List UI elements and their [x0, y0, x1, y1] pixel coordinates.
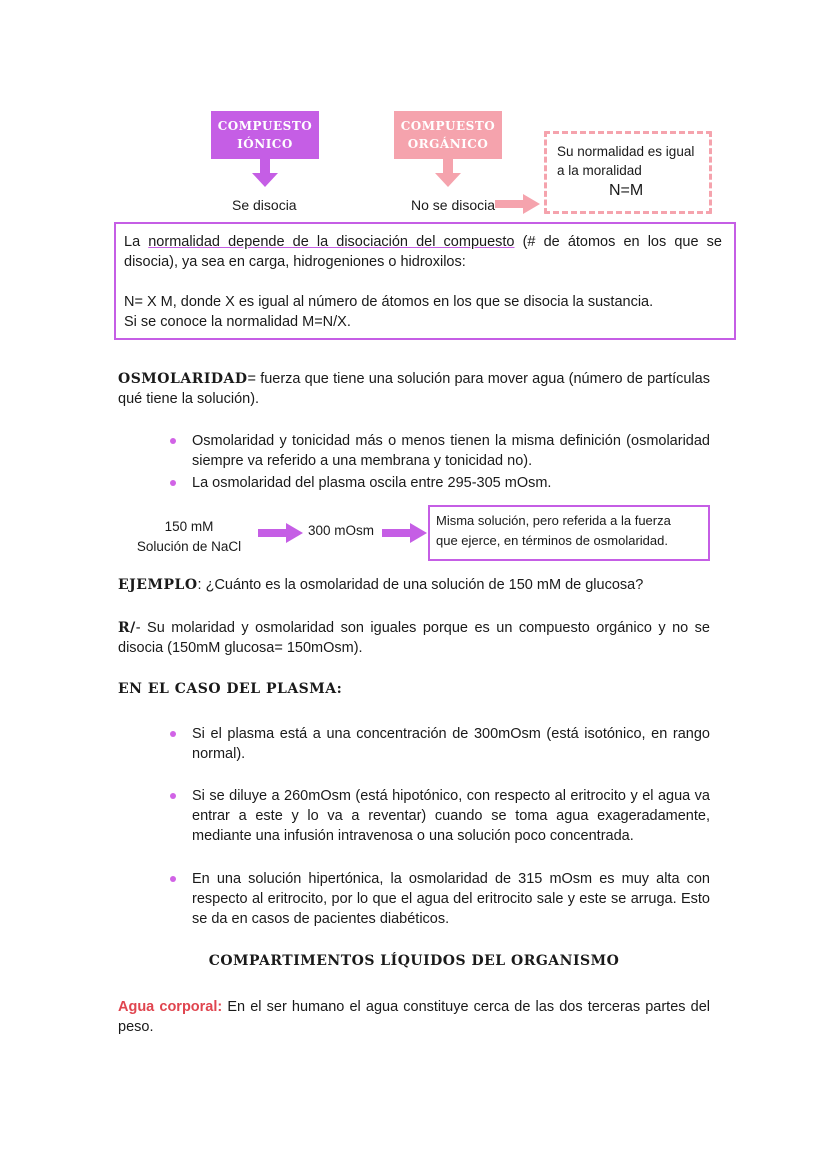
ionic-compound-box: [211, 111, 319, 159]
ionic-compound-label: COMPUESTO IÓNICO: [217, 119, 313, 151]
normality-inverse-line: Si se conoce la normalidad M=N/X.: [124, 314, 351, 330]
normality-underlined: normalidad depende de la disociación del compuesto: [148, 234, 515, 250]
bullet-dot: [170, 793, 176, 799]
flow-middle: 300 mOsm: [308, 523, 375, 538]
organic-caption: No se disocia: [411, 197, 496, 213]
bullet-dot: [170, 480, 176, 486]
organic-right-arrow: [495, 193, 541, 215]
normality-formula-line: N= X M, donde X es igual al número de átomos en los que se disocia la sustancia.: [124, 294, 654, 310]
note-line-2: a la moralidad: [557, 163, 642, 178]
compartimentos-heading: COMPARTIMENTOS LÍQUIDOS DEL ORGANISMO: [208, 953, 620, 969]
ionic-down-arrow: [250, 159, 280, 189]
plasma-bullet-1: Si el plasma está a una concentración de 300mOsm (está isotónico, en rango normal).: [192, 724, 710, 764]
normality-note-box: [544, 131, 712, 214]
ionic-caption: Se disocia: [232, 197, 297, 213]
osmolaridad-definition: OSMOLARIDAD= fuerza que tiene una solución para mover agua (número de partículas qué tiene la solución).: [118, 371, 710, 407]
agua-corporal-paragraph: Agua corporal: En el ser humano el agua constituye cerca de las dos terceras partes del peso.: [118, 999, 710, 1035]
agua-corporal-label: Agua corporal:: [118, 999, 223, 1015]
example-answer: R/- Su molaridad y osmolaridad son iguales porque es un compuesto orgánico y no se disocia (150mM glucosa= 150mOsm).: [118, 620, 710, 656]
bullet-dot: [170, 876, 176, 882]
flow-start: 150 mM Solución de NaCl: [136, 519, 242, 554]
bullet-dot: [170, 438, 176, 444]
osmolaridad-bullet-2: La osmolaridad del plasma oscila entre 295-305 mOsm.: [192, 473, 710, 493]
example-label: EJEMPLO: [118, 577, 198, 593]
normality-intro: La normalidad depende de la disociación del compuesto (# de átomos en los que se disocia), ya sea en carga, hidrogeniones o hidroxilos:: [124, 234, 722, 270]
plasma-bullet-3: En una solución hipertónica, la osmolaridad de 315 mOsm es muy alta con respecto al eritrocito, por lo que el agua del eritrocito sale y este se arruga. Esto se da en casos de pacientes diabéticos.: [192, 869, 710, 929]
answer-label: R/: [118, 620, 136, 636]
note-formula: N=M: [609, 182, 644, 199]
example-question: EJEMPLO: ¿Cuánto es la osmolaridad de una solución de 150 mM de glucosa?: [118, 577, 644, 593]
flow-end-box: Misma solución, pero referida a la fuerza que ejerce, en términos de osmolaridad.: [428, 505, 710, 561]
flow-arrow-2: [382, 522, 428, 544]
flow-arrow-1: [258, 522, 304, 544]
osmolaridad-bullet-1: Osmolaridad y tonicidad más o menos tienen la misma definición (osmolaridad siempre va referido a una membrana y tonicidad no).: [192, 431, 710, 471]
organic-down-arrow: [433, 159, 463, 189]
normality-box: [114, 222, 736, 340]
osmolaridad-term: OSMOLARIDAD: [118, 371, 248, 387]
organic-compound-label: COMPUESTO ORGÁNICO: [400, 119, 496, 151]
plasma-bullet-2: Si se diluye a 260mOsm (está hipotónico, con respecto al eritrocito y el agua va entrar a este y lo va a reventar) cuando se toma agua exageradamente, mediante una infusión intravenosa o una solución poco concentrada.: [192, 786, 710, 846]
plasma-heading: EN EL CASO DEL PLASMA:: [118, 681, 343, 697]
organic-compound-box: [394, 111, 502, 159]
bullet-dot: [170, 731, 176, 737]
note-line-1: Su normalidad es igual: [557, 144, 695, 159]
